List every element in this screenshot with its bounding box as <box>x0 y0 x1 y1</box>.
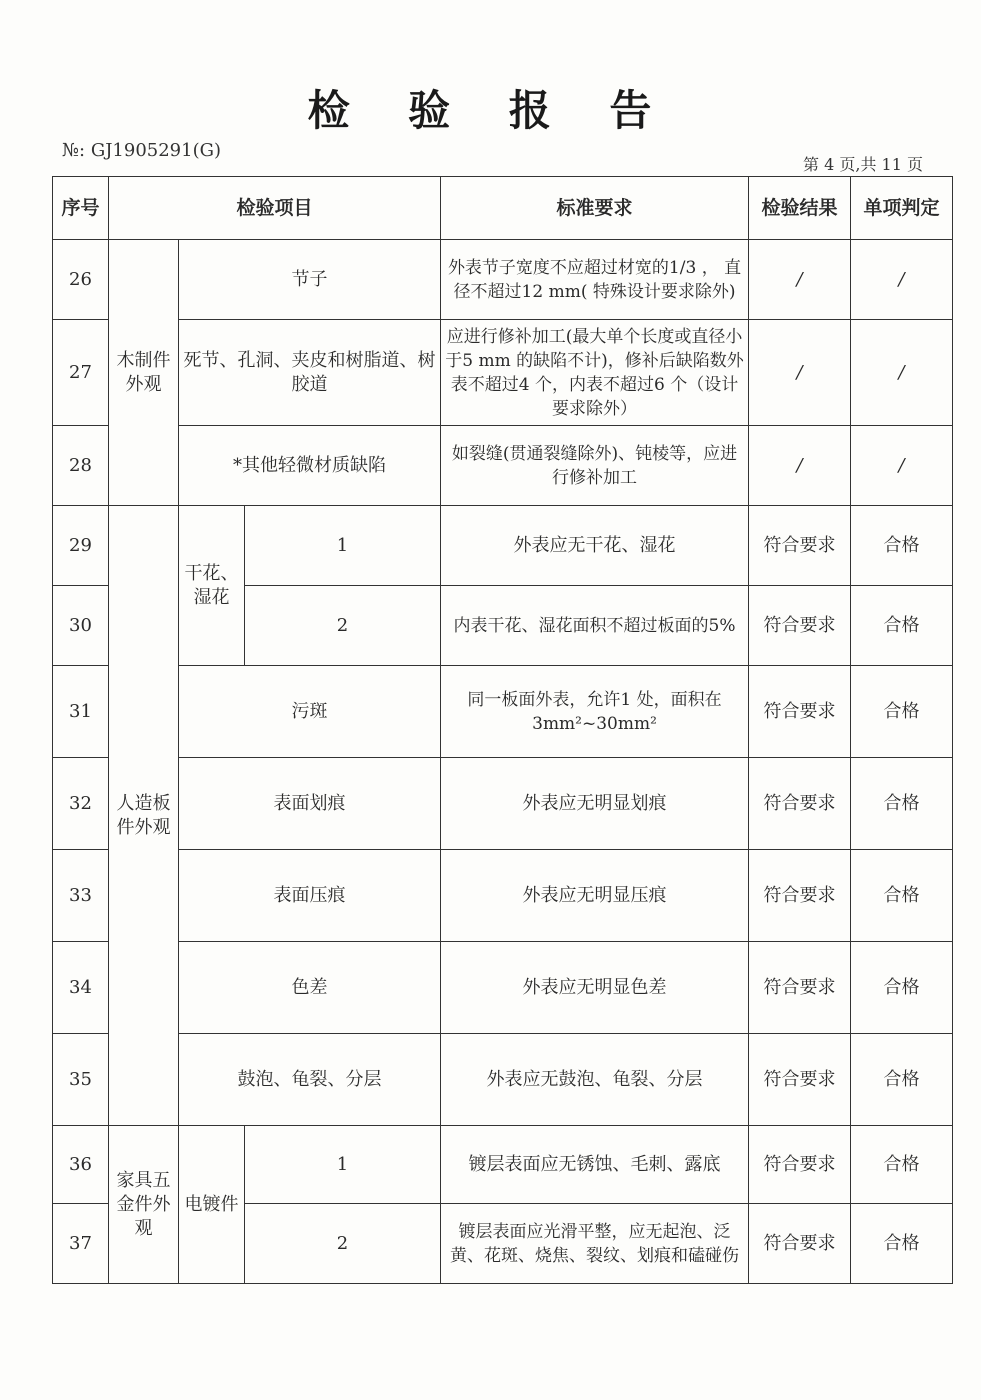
row-number: 28 <box>53 426 109 506</box>
result-cell: 符合要求 <box>749 1126 851 1204</box>
verdict-cell: 合格 <box>851 850 953 942</box>
table-row <box>53 506 953 586</box>
item-name: 节子 <box>179 240 441 320</box>
row-number: 30 <box>53 586 109 666</box>
result-cell: 符合要求 <box>749 506 851 586</box>
group-panel: 人造板件外观 <box>109 506 179 1126</box>
item-name: 表面划痕 <box>179 758 441 850</box>
group-hardware: 家具五金件外观 <box>109 1126 179 1284</box>
row-number: 32 <box>53 758 109 850</box>
standard-text: 镀层表面应光滑平整，应无起泡、泛黄、花斑、烧焦、裂纹、划痕和磕碰伤 <box>441 1204 749 1284</box>
result-cell: 符合要求 <box>749 942 851 1034</box>
verdict-cell: 合格 <box>851 586 953 666</box>
verdict-cell: 合格 <box>851 758 953 850</box>
table-row <box>53 1126 953 1204</box>
subgroup-dryflower: 干花、湿花 <box>179 506 245 666</box>
standard-text: 外表应无鼓泡、龟裂、分层 <box>441 1034 749 1126</box>
item-name: 表面压痕 <box>179 850 441 942</box>
sub-item-number: 2 <box>245 586 441 666</box>
row-number: 36 <box>53 1126 109 1204</box>
row-number: 37 <box>53 1204 109 1284</box>
row-number: 34 <box>53 942 109 1034</box>
table-row <box>53 320 953 426</box>
standard-text: 外表应无干花、湿花 <box>441 506 749 586</box>
header-item: 检验项目 <box>109 177 441 240</box>
row-number: 31 <box>53 666 109 758</box>
header-verdict: 单项判定 <box>851 177 953 240</box>
row-number: 35 <box>53 1034 109 1126</box>
row-number: 26 <box>53 240 109 320</box>
sub-item-number: 2 <box>245 1204 441 1284</box>
header-result: 检验结果 <box>749 177 851 240</box>
verdict-cell: 合格 <box>851 1126 953 1204</box>
verdict-cell: 合格 <box>851 942 953 1034</box>
result-cell: / <box>749 320 851 426</box>
table-row <box>53 942 953 1034</box>
table-row <box>53 850 953 942</box>
table-row <box>53 666 953 758</box>
table-row <box>53 240 953 320</box>
standard-text: 外表节子宽度不应超过材宽的1/3 ， 直径不超过12 mm( 特殊设计要求除外) <box>441 240 749 320</box>
verdict-cell: / <box>851 240 953 320</box>
report-number: №: GJ1905291(G) <box>62 140 222 161</box>
inspection-table <box>52 176 953 1284</box>
result-cell: / <box>749 240 851 320</box>
result-cell: 符合要求 <box>749 586 851 666</box>
verdict-cell: 合格 <box>851 506 953 586</box>
table-row <box>53 426 953 506</box>
row-number: 29 <box>53 506 109 586</box>
row-number: 33 <box>53 850 109 942</box>
result-cell: 符合要求 <box>749 666 851 758</box>
item-name: 污斑 <box>179 666 441 758</box>
sub-item-number: 1 <box>245 1126 441 1204</box>
verdict-cell: / <box>851 426 953 506</box>
result-cell: 符合要求 <box>749 850 851 942</box>
report-title: 检 验 报 告 <box>307 86 674 135</box>
result-cell: 符合要求 <box>749 1204 851 1284</box>
verdict-cell: 合格 <box>851 1204 953 1284</box>
header-seq: 序号 <box>53 177 109 240</box>
group-wood: 木制件外观 <box>109 240 179 506</box>
item-name: *其他轻微材质缺陷 <box>179 426 441 506</box>
result-cell: 符合要求 <box>749 1034 851 1126</box>
verdict-cell: 合格 <box>851 1034 953 1126</box>
standard-text: 同一板面外表，允许1 处，面积在3mm²~30mm² <box>441 666 749 758</box>
subgroup-plating: 电镀件 <box>179 1126 245 1284</box>
standard-text: 外表应无明显色差 <box>441 942 749 1034</box>
standard-text: 外表应无明显压痕 <box>441 850 749 942</box>
table-row <box>53 1034 953 1126</box>
result-cell: 符合要求 <box>749 758 851 850</box>
header-standard: 标准要求 <box>441 177 749 240</box>
standard-text: 外表应无明显划痕 <box>441 758 749 850</box>
page-indicator: 第 4 页,共 11 页 <box>803 155 923 174</box>
verdict-cell: 合格 <box>851 666 953 758</box>
result-cell: / <box>749 426 851 506</box>
standard-text: 应进行修补加工(最大单个长度或直径小于5 mm 的缺陷不计)，修补后缺陷数外表不超过4 个，内表不超过6 个（设计要求除外） <box>441 320 749 426</box>
item-name: 鼓泡、龟裂、分层 <box>179 1034 441 1126</box>
standard-text: 镀层表面应无锈蚀、毛刺、露底 <box>441 1126 749 1204</box>
standard-text: 如裂缝(贯通裂缝除外)、钝棱等，应进行修补加工 <box>441 426 749 506</box>
sub-item-number: 1 <box>245 506 441 586</box>
header-row <box>53 177 953 240</box>
item-name: 死节、孔洞、夹皮和树脂道、树胶道 <box>179 320 441 426</box>
verdict-cell: / <box>851 320 953 426</box>
table-row <box>53 758 953 850</box>
standard-text: 内表干花、湿花面积不超过板面的5% <box>441 586 749 666</box>
row-number: 27 <box>53 320 109 426</box>
item-name: 色差 <box>179 942 441 1034</box>
